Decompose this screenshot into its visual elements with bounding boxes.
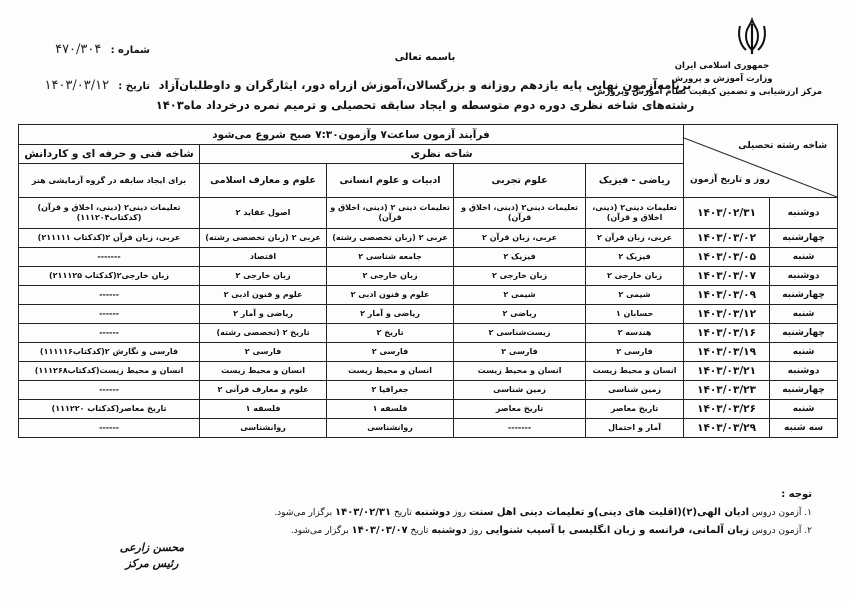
branch-theory-header: شاخه نظری	[200, 145, 684, 164]
subject-cell: عربی ۲ (زبان تخصصی رشته)	[327, 229, 454, 248]
subject-cell: تاریخ معاصر	[586, 400, 684, 419]
exam-day: چهارشنبه	[770, 229, 838, 248]
subject-cell: ------	[19, 286, 200, 305]
note-day: دوشنبه	[414, 507, 451, 518]
note-item	[112, 522, 812, 540]
letter-number	[10, 42, 150, 57]
subject-cell: عربی، زبان قرآن ۲(کدکتاب ۲۱۱۱۱۱)	[19, 229, 200, 248]
subject-cell: زمین شناسی	[586, 381, 684, 400]
subject-cell: ------	[19, 419, 200, 438]
exam-date: ۱۴۰۳/۰۳/۱۲	[684, 305, 770, 324]
subject-cell: زبان خارجی ۲	[586, 267, 684, 286]
subject-cell: زبان خارجی ۲	[327, 267, 454, 286]
exam-schedule-table	[18, 124, 838, 438]
note-subjects: زبان آلمانی، فرانسه و زبان انگلیسی با آسیب شنوایی	[485, 525, 750, 536]
subject-cell: اقتصاد	[200, 248, 327, 267]
subject-cell: ریاضی و آمار ۲	[327, 305, 454, 324]
note-date: ۱۴۰۳/۰۲/۳۱	[334, 507, 392, 518]
note-day: دوشنبه	[431, 525, 467, 536]
subject-cell: فیزیک ۲	[454, 248, 586, 267]
subject-cell: ------	[19, 324, 200, 343]
exam-date: ۱۴۰۳/۰۲/۳۱	[684, 198, 770, 229]
subject-cell: حسابان ۱	[586, 305, 684, 324]
subject-cell: هندسه ۲	[586, 324, 684, 343]
subject-cell: ------	[19, 305, 200, 324]
iran-emblem-icon	[734, 16, 770, 56]
column-header: ادبیات و علوم انسانی	[327, 164, 454, 198]
subject-cell: اصول عقاید ۲	[200, 198, 327, 229]
table-row	[19, 286, 838, 305]
subject-cell: ریاضی ۲	[454, 305, 586, 324]
subject-cell: زبان خارجی۲(کدکتاب ۲۱۱۱۲۵)	[19, 267, 200, 286]
notes-section	[112, 486, 812, 540]
subject-cell: انسان و محیط زیست	[200, 362, 327, 381]
exam-day: شنبه	[770, 248, 838, 267]
letter-date	[10, 78, 150, 93]
note-text: روز	[466, 526, 486, 536]
subject-cell: ریاضی و آمار ۲	[200, 305, 327, 324]
exam-date: ۱۴۰۳/۰۳/۲۱	[684, 362, 770, 381]
note-subjects: ادیان الهی(۲)(اقلیت های دینی)و تعلیمات دینی اهل سنت	[468, 507, 750, 518]
table-row	[19, 229, 838, 248]
subject-cell: روانشناسی	[327, 419, 454, 438]
letter-date-label: تاریخ :	[118, 81, 150, 92]
subject-cell: فارسی ۲	[327, 343, 454, 362]
subject-cell: آمار و احتمال	[586, 419, 684, 438]
subject-cell: جامعه شناسی ۲	[327, 248, 454, 267]
subject-cell: جغرافیا ۲	[327, 381, 454, 400]
subject-cell: علوم و فنون ادبی ۲	[327, 286, 454, 305]
note-text: تاریخ	[391, 508, 415, 518]
subject-cell: تاریخ معاصر	[454, 400, 586, 419]
signature-name: محسن زارعی	[119, 541, 185, 554]
column-header: ریاضی - فیزیک	[586, 164, 684, 198]
letter-number-label: شماره :	[110, 45, 150, 56]
table-row	[19, 305, 838, 324]
note-date: ۱۴۰۳/۰۳/۰۷	[351, 525, 408, 536]
table-header-row-1	[19, 125, 838, 145]
subject-cell: تاریخ ۲	[327, 324, 454, 343]
exam-day: شنبه	[770, 400, 838, 419]
table-row	[19, 419, 838, 438]
subject-cell: تاریخ معاصر(کدکتاب ۱۱۱۲۲۰)	[19, 400, 200, 419]
diagonal-divider	[684, 125, 837, 197]
note-number: ۲.	[804, 526, 812, 536]
subject-cell: ------	[19, 381, 200, 400]
signature-block	[112, 540, 192, 572]
exam-day: شنبه	[770, 343, 838, 362]
note-item	[112, 504, 812, 522]
table-row	[19, 267, 838, 286]
subject-cell: فیزیک ۲	[586, 248, 684, 267]
subject-cell: فلسفه ۱	[200, 400, 327, 419]
subject-cell: فارسی ۲	[454, 343, 586, 362]
note-text: برگزار می‌شود.	[274, 508, 335, 518]
exam-date: ۱۴۰۳/۰۳/۰۷	[684, 267, 770, 286]
exam-date: ۱۴۰۳/۰۳/۲۳	[684, 381, 770, 400]
exam-day: چهارشنبه	[770, 286, 838, 305]
exam-day: چهارشنبه	[770, 381, 838, 400]
exam-day: شنبه	[770, 305, 838, 324]
subject-cell: فلسفه ۱	[327, 400, 454, 419]
exam-date: ۱۴۰۳/۰۳/۰۹	[684, 286, 770, 305]
branch-technical-header: شاخه فنی و حرفه ای و کاردانش	[19, 145, 200, 164]
note-text: آزمون دروس	[749, 526, 802, 536]
process-title: فرآیند آزمون ساعت۷ وآزمون۷:۳۰ صبح شروع می‌شود	[19, 125, 684, 145]
schedule-body	[19, 198, 838, 438]
table-corner-cell	[684, 125, 838, 198]
subject-cell: -------	[19, 248, 200, 267]
corner-label-date: روز و تاریخ آزمون	[690, 175, 770, 185]
exam-day: دوشنبه	[770, 198, 838, 229]
subject-cell: شیمی ۲	[454, 286, 586, 305]
table-row	[19, 381, 838, 400]
org-line-3: مرکز ارزشیابی و تضمین کیفیت نظام آموزش وپرورش	[593, 87, 822, 97]
letter-number-value: ۴۷۰/۳۰۴	[55, 42, 102, 57]
table-row	[19, 324, 838, 343]
subject-cell: -------	[454, 419, 586, 438]
note-text: آزمون دروس	[749, 508, 802, 518]
subject-cell: عربی، زبان قرآن ۲	[454, 229, 586, 248]
exam-date: ۱۴۰۳/۰۳/۱۹	[684, 343, 770, 362]
note-text: برگزار می‌شود.	[290, 526, 352, 536]
subject-cell: زیست‌شناسی ۲	[454, 324, 586, 343]
table-row	[19, 198, 838, 229]
exam-date: ۱۴۰۳/۰۳/۰۵	[684, 248, 770, 267]
subject-cell: شیمی ۲	[586, 286, 684, 305]
subject-cell: تاریخ ۲ (تخصصی رشته)	[200, 324, 327, 343]
subject-cell: انسان و محیط زیست(کدکتاب۱۱۱۲۶۸)	[19, 362, 200, 381]
subject-cell: انسان و محیط زیست	[586, 362, 684, 381]
subject-cell: تعلیمات دینی۲ (دینی، اخلاق و قرآن)(کدکتاب۱۱۱۲۰۴)	[19, 198, 200, 229]
subject-cell: انسان و محیط زیست	[454, 362, 586, 381]
org-line-1: جمهوری اسلامی ایران	[674, 61, 770, 71]
subject-cell: علوم و فنون ادبی ۲	[200, 286, 327, 305]
subject-cell: عربی، زبان قرآن ۲	[586, 229, 684, 248]
subject-cell: انسان و محیط زیست	[327, 362, 454, 381]
subject-cell: علوم و معارف قرآنی ۲	[200, 381, 327, 400]
exam-day: سه شنبه	[770, 419, 838, 438]
table-row	[19, 362, 838, 381]
corner-label-branch: شاخه رشته تحصیلی	[738, 141, 828, 151]
table-row	[19, 343, 838, 362]
table-row	[19, 248, 838, 267]
subject-cell: تعلیمات دینی ۲ (دینی، اخلاق و قرآن)	[327, 198, 454, 229]
subject-cell: روانشناسی	[200, 419, 327, 438]
exam-date: ۱۴۰۳/۰۳/۲۹	[684, 419, 770, 438]
exam-day: دوشنبه	[770, 267, 838, 286]
document-title-line-1: برنامه‌آزمون نهایی پایه یازدهم روزانه و بزرگسالان،آموزش ازراه دور، ایثارگران و داوطلبان‌آزاد	[158, 78, 692, 92]
subject-cell: زبان خارجی ۲	[200, 267, 327, 286]
exam-date: ۱۴۰۳/۰۳/۲۶	[684, 400, 770, 419]
subject-cell: فارسی ۲	[200, 343, 327, 362]
document-title-line-2: رشته‌های شاخه نظری دوره دوم متوسطه و ایجاد سابقه تحصیلی و ترمیم نمره درخرداد ماه۱۴۰۳	[155, 98, 695, 112]
column-header: علوم تجربی	[454, 164, 586, 198]
note-text: تاریخ	[407, 526, 432, 536]
subject-cell: تعلیمات دینی۲ (دینی، اخلاق و قرآن)	[454, 198, 586, 229]
letter-date-value: ۱۴۰۳/۰۳/۱۲	[44, 78, 110, 93]
subject-cell: زمین شناسی	[454, 381, 586, 400]
subject-cell: عربی ۲ (زبان تخصصی رشته)	[200, 229, 327, 248]
subject-cell: زبان خارجی ۲	[454, 267, 586, 286]
signature-role: رئیس مرکز	[125, 557, 179, 570]
note-number: ۱.	[804, 508, 812, 518]
subject-cell: فارسی ۲	[586, 343, 684, 362]
note-text: روز	[450, 508, 469, 518]
subject-cell: فارسی و نگارش ۲(کدکتاب۱۱۱۱۱۶)	[19, 343, 200, 362]
org-line-2: وزارت آموزش و پرورش	[671, 74, 773, 84]
exam-day: چهارشنبه	[770, 324, 838, 343]
subject-cell: تعلیمات دینی۲ (دینی، اخلاق و قرآن)	[586, 198, 684, 229]
exam-date: ۱۴۰۳/۰۳/۰۲	[684, 229, 770, 248]
column-header: برای ایجاد سابقه در گروه آزمایشی هنر	[19, 164, 200, 198]
exam-day: دوشنبه	[770, 362, 838, 381]
notes-title: توجه :	[781, 489, 812, 500]
table-row	[19, 400, 838, 419]
exam-date: ۱۴۰۳/۰۳/۱۶	[684, 324, 770, 343]
column-header: علوم و معارف اسلامی	[200, 164, 327, 198]
bismillah: باسمه تعالی	[394, 52, 456, 63]
